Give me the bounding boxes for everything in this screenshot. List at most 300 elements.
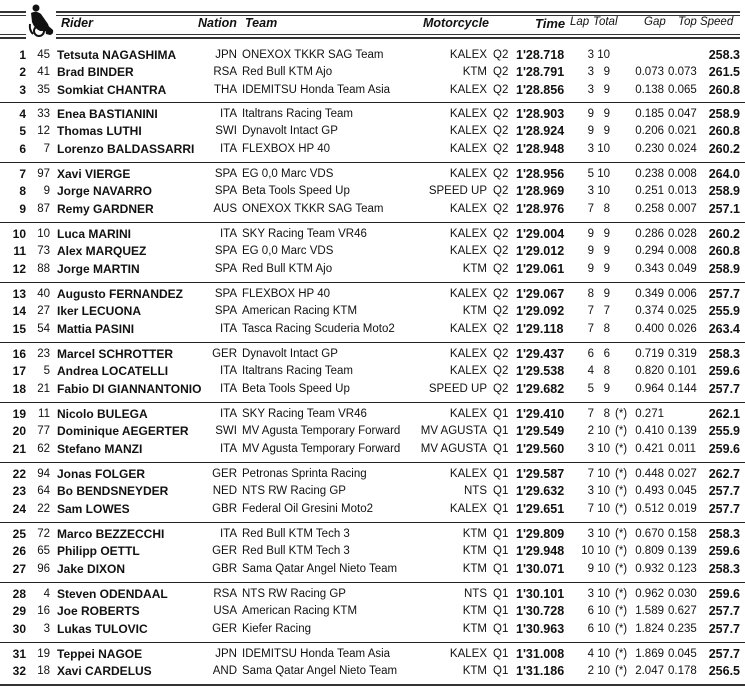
best-time: 1'30.071 (516, 561, 565, 576)
nation: SPA (214, 168, 237, 180)
table-row (0, 47, 745, 64)
nation: ITA (219, 382, 237, 395)
position: 19 (12, 407, 26, 421)
gap-to-first: 0.206 (635, 125, 664, 138)
total-laps: 9 (603, 66, 610, 79)
rider-name: Enea BASTIANINI (57, 107, 158, 121)
rider-number: 73 (37, 245, 50, 258)
session: Q2 (493, 202, 509, 215)
team: Beta Tools Speed Up (242, 185, 350, 198)
team: Petronas Sprinta Racing (242, 468, 367, 480)
table-row (0, 501, 745, 518)
position: 18 (12, 381, 26, 396)
table-row (0, 321, 745, 338)
nation: THA (214, 83, 237, 96)
q1-marker: (*) (615, 528, 628, 540)
team: EG 0,0 Marc VDS (242, 245, 334, 258)
motorcycle: KTM (462, 262, 487, 275)
gap-to-first: 0.820 (635, 365, 664, 378)
lap: 7 (587, 408, 594, 420)
rider-name: Lorenzo BALDASSARRI (57, 141, 195, 156)
table-row (0, 123, 745, 140)
col-nation: Nation (198, 16, 237, 30)
best-time: 1'29.067 (516, 287, 565, 301)
team: Dynavolt Intact GP (242, 125, 338, 138)
rider-name: Bo BENDSNEYDER (57, 484, 169, 499)
top-speed: 258.9 (708, 184, 740, 199)
top-speed: 257.7 (708, 484, 740, 499)
gap-to-previous: 0.030 (668, 588, 697, 600)
gap-to-previous: 0.006 (668, 288, 697, 300)
position: 31 (12, 647, 26, 661)
total-laps: 6 (603, 348, 610, 360)
position: 7 (19, 167, 26, 181)
total-laps: 10 (597, 605, 610, 618)
session: Q1 (493, 622, 509, 635)
session: Q1 (493, 502, 509, 515)
best-time: 1'28.956 (516, 167, 565, 181)
lap: 3 (587, 83, 594, 96)
position: 26 (12, 544, 26, 559)
lap: 3 (587, 49, 594, 61)
top-speed: 260.2 (708, 227, 740, 241)
best-time: 1'28.903 (516, 107, 565, 121)
group-separator (0, 522, 745, 523)
col-gap: Gap (644, 16, 666, 28)
gap-to-previous: 0.047 (668, 108, 697, 120)
lap: 8 (587, 288, 594, 300)
rider-number: 45 (37, 49, 50, 61)
q1-marker: (*) (615, 468, 628, 480)
position: 22 (12, 467, 26, 481)
team: Sama Qatar Angel Nieto Team (242, 665, 398, 678)
top-speed: 262.1 (708, 407, 740, 421)
gap-to-first: 0.719 (635, 348, 664, 360)
motorcycle: KTM (462, 605, 487, 618)
best-time: 1'29.437 (516, 347, 565, 361)
rider-number: 12 (37, 125, 50, 138)
lap: 9 (587, 562, 594, 575)
motorcycle: KALEX (449, 83, 487, 96)
lap: 7 (587, 502, 594, 515)
gap-to-previous: 0.158 (668, 528, 697, 540)
nation: JPN (215, 49, 237, 61)
position: 15 (12, 321, 26, 336)
q1-marker: (*) (615, 562, 628, 575)
lap: 9 (587, 245, 594, 258)
q1-marker: (*) (615, 648, 628, 660)
table-row (0, 201, 745, 218)
lap: 3 (587, 528, 594, 540)
gap-to-previous: 0.235 (668, 622, 697, 635)
lap: 6 (587, 622, 594, 635)
session: Q2 (493, 245, 509, 258)
motorcycle: KTM (462, 545, 487, 558)
position: 23 (12, 484, 26, 499)
rider-number: 3 (43, 622, 50, 635)
best-time: 1'30.101 (516, 587, 565, 601)
total-laps: 9 (603, 83, 610, 96)
total-laps: 10 (597, 168, 610, 180)
lap: 9 (587, 108, 594, 120)
nation: GBR (212, 502, 237, 515)
position: 12 (12, 261, 26, 276)
best-time: 1'29.632 (516, 484, 565, 499)
team: Sama Qatar Angel Nieto Team (242, 562, 398, 575)
position: 16 (12, 347, 26, 361)
best-time: 1'29.118 (516, 321, 564, 336)
gap-to-first: 0.374 (635, 305, 664, 318)
rider-name: Remy GARDNER (57, 201, 154, 216)
gap-to-first: 0.512 (635, 502, 664, 515)
col-total: Total (593, 16, 618, 28)
nation: GER (212, 622, 237, 635)
rider-number: 4 (43, 588, 50, 600)
best-time: 1'29.682 (516, 381, 565, 396)
q1-marker: (*) (615, 545, 628, 558)
motorcycle: KALEX (449, 245, 487, 258)
session: Q1 (493, 485, 509, 498)
motorcycle: KALEX (449, 502, 487, 515)
motorcycle: KTM (462, 528, 487, 540)
group-separator (0, 282, 745, 283)
gap-to-previous: 0.026 (668, 322, 697, 335)
total-laps: 10 (597, 648, 610, 660)
session: Q1 (493, 605, 509, 618)
gap-to-first: 1.589 (635, 605, 664, 618)
best-time: 1'29.587 (516, 467, 565, 481)
position: 3 (19, 82, 26, 97)
position: 17 (12, 364, 26, 379)
position: 20 (12, 424, 26, 439)
total-laps: 8 (603, 202, 610, 215)
session: Q1 (493, 562, 509, 575)
rider-name: Dominique AEGERTER (57, 424, 189, 439)
motorcycle: KALEX (449, 322, 487, 335)
gap-to-previous: 0.008 (668, 168, 697, 180)
session: Q2 (493, 382, 509, 395)
best-time: 1'31.186 (516, 664, 565, 679)
position: 32 (12, 664, 26, 679)
group-separator (0, 462, 745, 463)
nation: SWI (215, 425, 237, 438)
position: 25 (12, 527, 26, 541)
gap-to-previous: 0.049 (668, 262, 697, 275)
top-speed: 258.9 (708, 107, 740, 121)
motorcycle: KALEX (449, 49, 487, 61)
rider-number: 5 (43, 365, 50, 378)
position: 27 (12, 561, 26, 576)
top-speed: 260.8 (708, 124, 740, 139)
col-team: Team (245, 16, 278, 30)
rider-number: 72 (37, 528, 50, 540)
lap: 5 (587, 168, 594, 180)
session: Q1 (493, 442, 509, 455)
table-row (0, 621, 745, 638)
top-speed: 255.9 (708, 304, 740, 319)
table-row (0, 423, 745, 440)
team: Italtrans Racing Team (242, 108, 354, 120)
rider-number: 22 (37, 502, 50, 515)
total-laps: 7 (603, 305, 610, 318)
total-laps: 10 (597, 142, 610, 155)
rider-number: 64 (37, 485, 50, 498)
rider-number: 54 (37, 322, 50, 335)
position: 24 (12, 501, 26, 516)
total-laps: 10 (597, 442, 610, 455)
team: Italtrans Racing Team (242, 365, 354, 378)
motorcycle: KALEX (449, 468, 487, 480)
best-time: 1'29.410 (516, 407, 565, 421)
session: Q2 (493, 66, 509, 79)
total-laps: 9 (603, 108, 610, 120)
group-separator (0, 222, 745, 223)
gap-to-previous: 0.144 (668, 382, 697, 395)
team: SKY Racing Team VR46 (242, 408, 367, 420)
motorcycle: MV AGUSTA (420, 425, 487, 438)
best-time: 1'28.718 (516, 48, 565, 62)
motorcycle: KALEX (449, 168, 487, 180)
q1-marker: (*) (615, 408, 628, 420)
best-time: 1'28.856 (516, 82, 565, 97)
team: Red Bull KTM Tech 3 (242, 545, 350, 558)
session: Q2 (493, 348, 509, 360)
gap-to-previous: 0.627 (668, 605, 697, 618)
total-laps: 9 (603, 262, 610, 275)
gap-to-previous: 0.101 (668, 365, 697, 378)
table-row (0, 663, 745, 680)
top-speed: 264.0 (708, 167, 740, 181)
nation: ITA (219, 228, 237, 240)
gap-to-first: 0.230 (635, 142, 664, 155)
total-laps: 10 (597, 622, 610, 635)
position: 10 (12, 227, 26, 241)
lap: 7 (587, 202, 594, 215)
nation: JPN (215, 648, 237, 660)
motorcycle: KALEX (449, 348, 487, 360)
total-laps: 10 (597, 665, 610, 678)
header-rule-bottom (56, 37, 740, 39)
rider-number: 87 (37, 202, 50, 215)
nation: SPA (214, 305, 237, 318)
motorcycle-rider-icon (26, 4, 56, 38)
top-speed: 259.6 (708, 587, 740, 601)
table-row (0, 603, 745, 620)
gap-to-previous: 0.027 (668, 468, 697, 480)
gap-to-previous: 0.045 (668, 648, 697, 660)
best-time: 1'28.948 (516, 141, 565, 156)
header-rule-bottom-thin (56, 34, 740, 35)
team: American Racing KTM (242, 305, 358, 318)
total-laps: 8 (603, 322, 610, 335)
best-time: 1'29.538 (516, 364, 565, 379)
rider-name: Jake DIXON (57, 561, 126, 576)
best-time: 1'29.809 (516, 527, 565, 541)
nation: NED (212, 485, 237, 498)
table-row (0, 166, 745, 183)
col-time: Time (535, 16, 566, 31)
team: ONEXOX TKKR SAG Team (242, 202, 384, 215)
rider-name: Fabio DI GIANNANTONIO (57, 381, 202, 396)
top-speed: 262.7 (708, 467, 740, 481)
best-time: 1'31.008 (516, 647, 565, 661)
lap: 7 (587, 468, 594, 480)
rider-name: Tetsuta NAGASHIMA (57, 48, 177, 62)
rider-number: 88 (37, 262, 50, 275)
top-speed: 263.4 (708, 321, 740, 336)
team: MV Agusta Temporary Forward (242, 425, 401, 438)
gap-to-first: 0.809 (635, 545, 664, 558)
group-separator (0, 102, 745, 103)
team: Beta Tools Speed Up (242, 382, 350, 395)
gap-to-previous: 0.024 (668, 142, 697, 155)
nation: SPA (214, 185, 237, 198)
gap-to-previous: 0.123 (668, 562, 697, 575)
rider-number: 19 (37, 648, 50, 660)
best-time: 1'29.651 (516, 501, 565, 516)
gap-to-previous: 0.021 (668, 125, 697, 138)
position: 11 (13, 244, 26, 259)
session: Q2 (493, 288, 509, 300)
gap-to-previous: 0.319 (668, 348, 697, 360)
total-laps: 8 (603, 408, 610, 420)
best-time: 1'28.976 (516, 201, 565, 216)
nation: SPA (214, 245, 237, 258)
top-speed: 259.6 (708, 364, 740, 379)
header-rule-bottom-left-thin (0, 34, 26, 35)
group-separator (0, 642, 745, 643)
motorcycle: KTM (462, 305, 487, 318)
team: NTS RW Racing GP (242, 485, 346, 498)
session: Q1 (493, 648, 509, 660)
top-speed: 258.3 (708, 527, 740, 541)
gap-to-first: 0.448 (635, 468, 664, 480)
rider-name: Nicolo BULEGA (57, 407, 148, 421)
lap: 2 (587, 665, 594, 678)
rider-name: Thomas LUTHI (57, 124, 142, 139)
rider-name: Jorge NAVARRO (57, 184, 152, 199)
nation: ITA (219, 365, 237, 378)
top-speed: 256.5 (708, 664, 740, 679)
lap: 7 (587, 305, 594, 318)
header-rule-top-left (0, 11, 26, 13)
rider-name: Luca MARINI (57, 227, 132, 241)
position: 1 (19, 48, 26, 62)
lap: 3 (587, 588, 594, 600)
rider-number: 62 (37, 442, 50, 455)
gap-to-previous: 0.008 (668, 245, 697, 258)
top-speed: 257.7 (708, 604, 740, 619)
best-time: 1'28.791 (516, 65, 565, 80)
motorcycle: KALEX (449, 202, 487, 215)
nation: AUS (213, 202, 237, 215)
gap-to-previous: 0.178 (668, 665, 697, 678)
lap: 4 (587, 648, 594, 660)
rider-name: Brad BINDER (57, 65, 134, 80)
motorcycle: KALEX (449, 408, 487, 420)
top-speed: 257.7 (708, 621, 740, 636)
top-speed: 258.3 (708, 48, 740, 62)
session: Q2 (493, 83, 509, 96)
rider-name: Teppei NAGOE (57, 647, 143, 661)
position: 29 (12, 604, 26, 619)
best-time: 1'29.549 (516, 424, 565, 439)
position: 14 (12, 304, 26, 319)
lap: 5 (587, 382, 594, 395)
gap-to-first: 0.138 (635, 83, 664, 96)
q1-marker: (*) (615, 485, 628, 498)
group-separator (0, 162, 745, 163)
team: FLEXBOX HP 40 (242, 142, 330, 155)
rider-number: 23 (37, 348, 50, 360)
table-row (0, 261, 745, 278)
position: 30 (12, 621, 26, 636)
gap-to-previous: 0.025 (668, 305, 697, 318)
top-speed: 260.8 (708, 82, 740, 97)
motorcycle: KALEX (449, 228, 487, 240)
total-laps: 10 (597, 468, 610, 480)
table-row (0, 646, 745, 663)
session: Q1 (493, 588, 509, 600)
team: SKY Racing Team VR46 (242, 228, 367, 240)
session: Q2 (493, 125, 509, 138)
rider-number: 40 (37, 288, 50, 300)
rider-number: 94 (37, 468, 50, 480)
rider-name: Marco BEZZECCHI (57, 527, 165, 541)
lap: 3 (587, 485, 594, 498)
rider-number: 18 (37, 665, 50, 678)
team: IDEMITSU Honda Team Asia (242, 648, 391, 660)
rider-number: 21 (37, 382, 50, 395)
rider-name: Philipp OETTL (57, 544, 140, 559)
rider-name: Marcel SCHROTTER (57, 347, 174, 361)
table-row (0, 226, 745, 243)
motorcycle: KTM (462, 562, 487, 575)
nation: USA (213, 605, 237, 618)
rider-name: Joe ROBERTS (57, 604, 140, 619)
rider-name: Somkiat CHANTRA (57, 82, 167, 97)
best-time: 1'28.969 (516, 184, 565, 199)
session: Q1 (493, 665, 509, 678)
best-time: 1'29.948 (516, 544, 565, 559)
group-separator (0, 402, 745, 403)
motorcycle: MV AGUSTA (420, 442, 487, 455)
gap-to-previous: 0.028 (668, 228, 697, 240)
position: 21 (12, 441, 26, 456)
best-time: 1'29.092 (516, 304, 565, 319)
position: 28 (12, 587, 26, 601)
team: Tasca Racing Scuderia Moto2 (242, 322, 395, 335)
position: 5 (19, 124, 26, 139)
nation: SPA (214, 288, 237, 300)
table-row (0, 561, 745, 578)
table-row (0, 82, 745, 99)
rider-number: 33 (37, 108, 50, 120)
table-row (0, 543, 745, 560)
header-rule-bottom-left (0, 37, 26, 39)
motorcycle: SPEED UP (428, 382, 487, 395)
rider-name: Steven ODENDAAL (57, 587, 168, 601)
gap-to-first: 0.238 (635, 168, 664, 180)
rider-number: 9 (43, 185, 50, 198)
best-time: 1'29.560 (516, 441, 565, 456)
gap-to-previous: 0.013 (668, 185, 697, 198)
session: Q1 (493, 528, 509, 540)
rider-name: Augusto FERNANDEZ (57, 287, 183, 301)
gap-to-previous: 0.065 (668, 83, 697, 96)
rider-name: Xavi VIERGE (57, 167, 131, 181)
best-time: 1'29.004 (516, 227, 565, 241)
